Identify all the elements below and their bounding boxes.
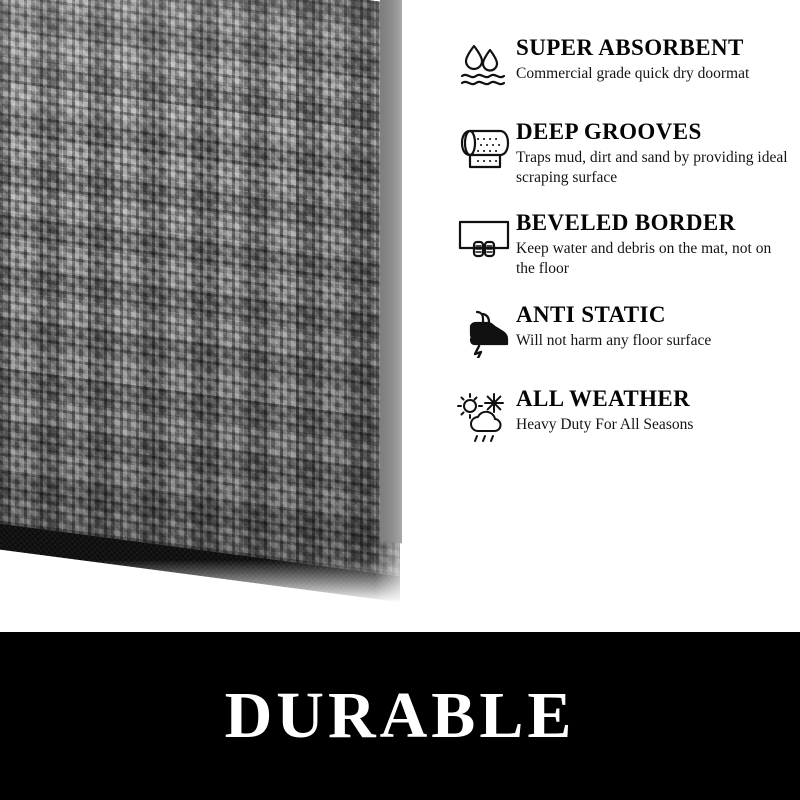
feature-text: [516, 301, 788, 351]
feature-title: BEVELED BORDER: [516, 210, 736, 236]
feature-title: DEEP GROOVES: [516, 119, 702, 144]
bottom-banner: [0, 632, 800, 800]
water-drops-icon: [452, 34, 516, 96]
feature-item-super-absorbent: [452, 34, 788, 96]
product-image: [0, 0, 435, 630]
rolled-mat-icon: [452, 118, 516, 180]
feature-item-all-weather: [452, 385, 788, 447]
beveled-border-feet-icon: [452, 209, 516, 271]
feature-text: [516, 118, 788, 187]
all-weather-sun-snow-rain-icon: [452, 385, 516, 447]
feature-title: ANTI STATIC: [516, 301, 666, 327]
doormat-illustration: [0, 0, 435, 590]
feature-list: [452, 34, 788, 469]
feature-title: SUPER ABSORBENT: [516, 35, 744, 60]
feature-description: Traps mud, dirt and sand by providing ideal scraping surface: [516, 148, 788, 186]
feature-description: Commercial grade quick dry doormat: [516, 64, 750, 82]
feature-text: [516, 34, 788, 84]
feature-description: Heavy Duty For All Seasons: [516, 415, 694, 433]
feature-text: [516, 385, 788, 435]
feature-item-anti-static: [452, 301, 788, 363]
feature-title: ALL WEATHER: [516, 385, 691, 411]
image-bottom-fade: [0, 560, 435, 630]
feature-text: [516, 209, 788, 278]
doormat-carpet-surface: [0, 0, 400, 576]
image-right-fade: [375, 0, 435, 630]
anti-static-shoe-icon: [452, 301, 516, 363]
feature-item-beveled-border: [452, 209, 788, 278]
feature-description: Keep water and debris on the mat, not on the floor: [516, 240, 772, 278]
feature-description: Will not harm any floor surface: [516, 331, 712, 349]
feature-item-deep-grooves: [452, 118, 788, 187]
banner-text: DURABLE: [224, 679, 576, 752]
